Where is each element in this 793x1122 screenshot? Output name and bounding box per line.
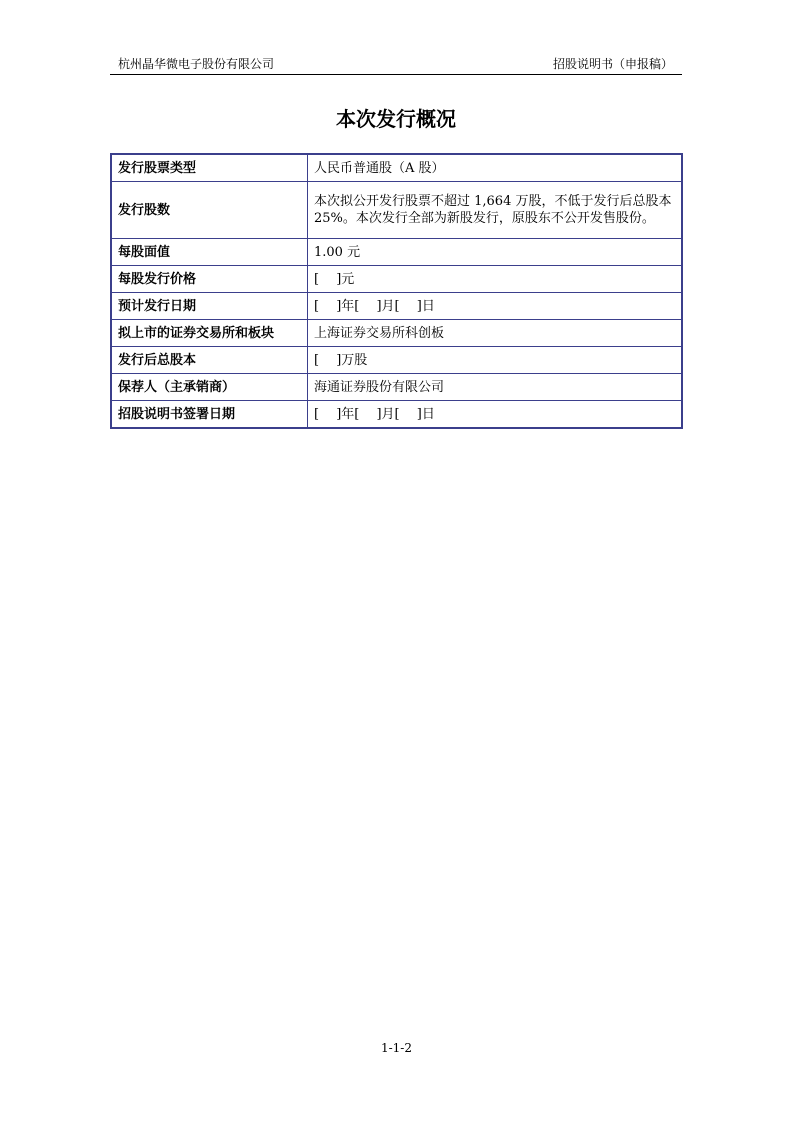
table-row: [111, 374, 682, 401]
table-row: [111, 293, 682, 320]
row-value: [ ]元: [308, 266, 683, 293]
row-value: [ ]年[ ]月[ ]日: [308, 293, 683, 320]
row-label: 发行后总股本: [111, 347, 308, 374]
row-label: 每股发行价格: [111, 266, 308, 293]
row-value: [ ]年[ ]月[ ]日: [308, 401, 683, 429]
row-value: [ ]万股: [308, 347, 683, 374]
header-divider: [110, 74, 682, 75]
row-value: 人民币普通股（A 股）: [308, 154, 683, 182]
header-company-name: 杭州晶华微电子股份有限公司: [118, 57, 275, 71]
row-value: 上海证券交易所科创板: [308, 320, 683, 347]
table-row: [111, 239, 682, 266]
offering-summary-table: [110, 153, 683, 429]
table-row: [111, 401, 682, 429]
row-label: 发行股票类型: [111, 154, 308, 182]
row-label: 拟上市的证券交易所和板块: [111, 320, 308, 347]
table-row: [111, 347, 682, 374]
row-value: 本次拟公开发行股票不超过 1,664 万股，不低于发行后总股本 25%。本次发行全部为新股发行，原股东不公开发售股份。: [308, 182, 683, 239]
row-label: 招股说明书签署日期: [111, 401, 308, 429]
row-label: 保荐人（主承销商）: [111, 374, 308, 401]
page-number: 1-1-2: [380, 1041, 412, 1055]
header-document-type: 招股说明书（申报稿）: [552, 57, 673, 71]
row-label: 预计发行日期: [111, 293, 308, 320]
table-row: [111, 182, 682, 239]
row-value: 1.00 元: [308, 239, 683, 266]
page-title: 本次发行概况: [336, 107, 456, 131]
row-value: 海通证券股份有限公司: [308, 374, 683, 401]
row-label: 每股面值: [111, 239, 308, 266]
table-row: [111, 320, 682, 347]
table-row: [111, 154, 682, 182]
row-label: 发行股数: [111, 182, 308, 239]
table-row: [111, 266, 682, 293]
